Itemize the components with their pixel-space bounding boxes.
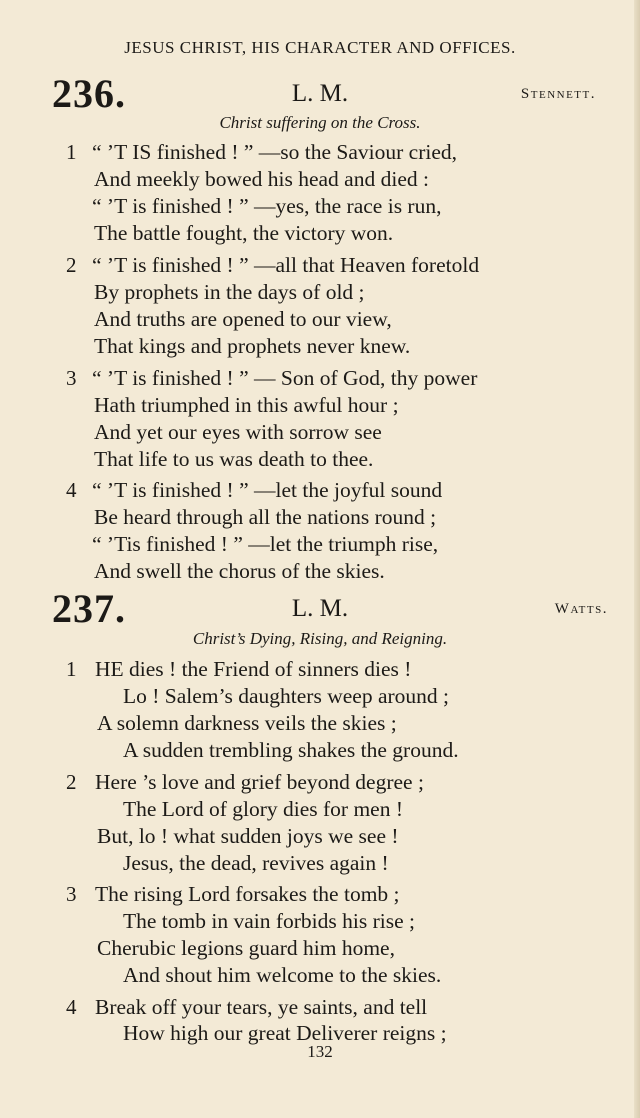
page-number: 132 [307, 1042, 333, 1061]
verse-number: 4 [66, 478, 77, 502]
verse-line: Hath triumphed in this awful hour ; [94, 393, 399, 417]
hymn-author: Watts. [554, 601, 608, 617]
verse-number: 4 [66, 995, 77, 1019]
verse-line: The battle fought, the victory won. [94, 221, 394, 245]
verse-number: 1 [66, 140, 77, 164]
running-head: JESUS CHRIST, HIS CHARACTER AND OFFICES. [124, 38, 516, 57]
verse-line: How high our great Deliverer reigns ; [123, 1021, 447, 1045]
hymn-author: Stennett. [520, 86, 596, 102]
hymn-subtitle: Christ’s Dying, Rising, and Reigning. [192, 629, 448, 648]
verse-line: “ ’T is finished ! ” —let the joyful sound [92, 478, 443, 502]
verse-number: 1 [66, 657, 77, 681]
hymn-meter: L. M. [291, 595, 349, 622]
verse-line: And truths are opened to our view, [94, 307, 392, 331]
verse-line: A sudden trembling shakes the ground. [123, 738, 459, 762]
hymn-number: 236. [52, 71, 126, 116]
verse-line: Here ’s love and grief beyond degree ; [95, 770, 424, 794]
verse-line: And meekly bowed his head and died : [94, 167, 429, 191]
verse-line: HE dies ! the Friend of sinners dies ! [95, 657, 412, 681]
page-edge [634, 0, 640, 1118]
verse-line: “ ’T is finished ! ” —yes, the race is run, [92, 194, 442, 218]
hymn-number: 237. [52, 586, 126, 631]
verse-line: Lo ! Salem’s daughters weep around ; [123, 684, 449, 708]
verse-line: “ ’T is finished ! ” — Son of God, thy power [92, 366, 478, 390]
verse-line: Cherubic legions guard him home, [97, 936, 395, 960]
hymn-header [0, 71, 640, 116]
hymn-subtitle: Christ suffering on the Cross. [219, 113, 421, 132]
verse-line: The rising Lord forsakes the tomb ; [95, 882, 400, 906]
hymn-meter: L. M. [291, 80, 349, 107]
verse-line: That kings and prophets never knew. [94, 334, 411, 358]
verse-number: 2 [66, 770, 77, 794]
hymn-header [0, 586, 640, 631]
verse-line: Break off your tears, ye saints, and tell [95, 995, 428, 1019]
verse-line: And shout him welcome to the skies. [123, 963, 442, 987]
verse-line: By prophets in the days of old ; [94, 280, 365, 304]
verse-line: The Lord of glory dies for men ! [123, 797, 404, 821]
verse-line: “ ’T IS finished ! ” —so the Saviour cried, [92, 140, 458, 164]
verse-number: 3 [66, 882, 77, 906]
verse-line: “ ’T is finished ! ” —all that Heaven foretold [92, 253, 480, 277]
verse-line: But, lo ! what sudden joys we see ! [97, 824, 399, 848]
verse-line: A solemn darkness veils the skies ; [97, 711, 397, 735]
verse-line: And yet our eyes with sorrow see [94, 420, 382, 444]
verse-number: 3 [66, 366, 77, 390]
verse-line: “ ’Tis finished ! ” —let the triumph rise, [92, 532, 439, 556]
verse-line: Be heard through all the nations round ; [94, 505, 437, 529]
verse-number: 2 [66, 253, 77, 277]
verse-line: The tomb in vain forbids his rise ; [123, 909, 416, 933]
verse-line: That life to us was death to thee. [94, 447, 374, 471]
verse-line: And swell the chorus of the skies. [94, 559, 385, 583]
verse-line: Jesus, the dead, revives again ! [123, 851, 389, 875]
